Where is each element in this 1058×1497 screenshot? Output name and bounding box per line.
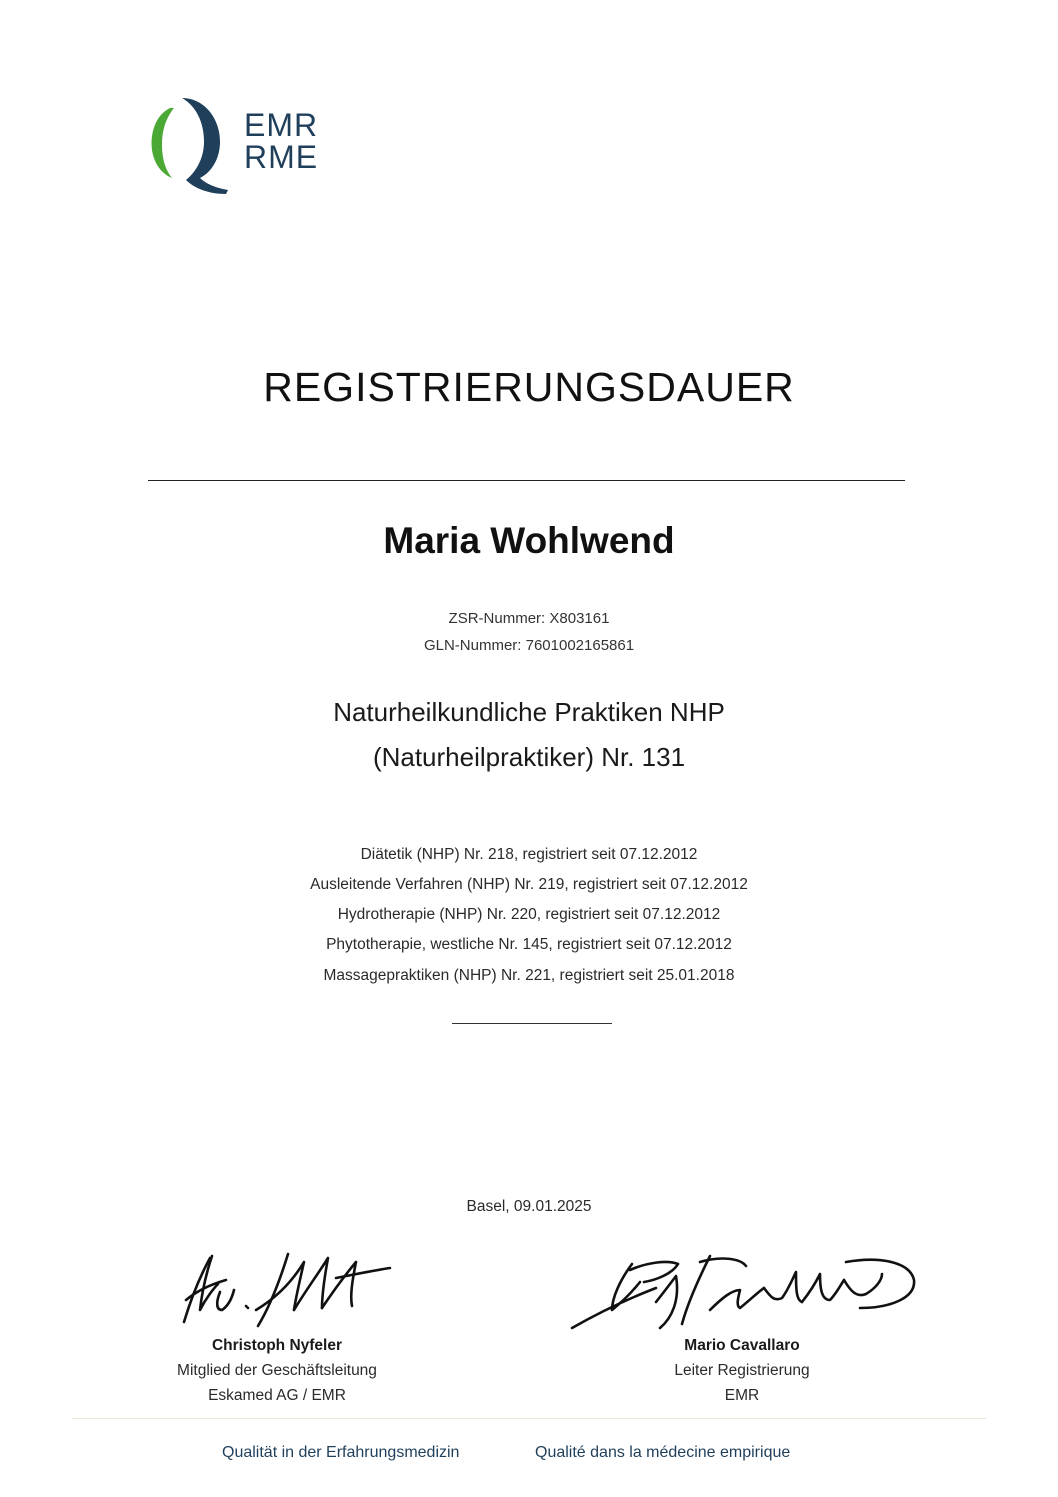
logo-text-rme: RME (244, 139, 319, 175)
certificate-title: REGISTRIERUNGSDAUER (263, 364, 795, 410)
holder-name: Maria Wohlwend (383, 520, 675, 561)
qualification-line-2: (Naturheilpraktiker) Nr. 131 (372, 742, 686, 772)
signature-cavallaro (560, 1240, 920, 1340)
signatory-name: Mario Cavallaro (684, 1337, 800, 1354)
title-divider (148, 480, 905, 481)
method-item: Ausleitende Verfahren (NHP) Nr. 219, registriert seit 07.12.2012 (310, 876, 748, 893)
signatory-nyfeler (147, 1337, 407, 1412)
method-item: Diätetik (NHP) Nr. 218, registriert seit 07.12.2012 (360, 846, 698, 863)
emr-logo-mark (148, 96, 238, 196)
method-item: Massagepraktiken (NHP) Nr. 221, registriert seit 25.01.2018 (323, 967, 735, 984)
method-item: Phytotherapie, westliche Nr. 145, registriert seit 07.12.2012 (326, 936, 732, 953)
place-date: Basel, 09.01.2025 (466, 1198, 592, 1215)
signature-nyfeler (176, 1240, 406, 1330)
signatory-cavallaro (612, 1337, 872, 1412)
zsr-number: ZSR-Nummer: X803161 (448, 610, 610, 627)
footer-divider (72, 1418, 986, 1419)
signatory-organization: Eskamed AG / EMR (208, 1387, 346, 1404)
footer-tagline-fr: Qualité dans la médecine empirique (535, 1444, 791, 1461)
signatory-role: Mitglied der Geschäftsleitung (177, 1362, 377, 1379)
signatory-role: Leiter Registrierung (674, 1362, 810, 1379)
signatory-name: Christoph Nyfeler (211, 1337, 343, 1354)
emr-logo (148, 96, 338, 196)
signatory-organization: EMR (724, 1387, 760, 1404)
methods-divider (452, 1023, 612, 1024)
logo-text-emr: EMR (244, 107, 319, 143)
footer-tagline-de: Qualität in der Erfahrungsmedizin (222, 1444, 460, 1461)
method-item: Hydrotherapie (NHP) Nr. 220, registriert seit 07.12.2012 (337, 906, 721, 923)
qualification-line-1: Naturheilkundliche Praktiken NHP (333, 697, 725, 727)
gln-number: GLN-Nummer: 7601002165861 (423, 637, 635, 654)
